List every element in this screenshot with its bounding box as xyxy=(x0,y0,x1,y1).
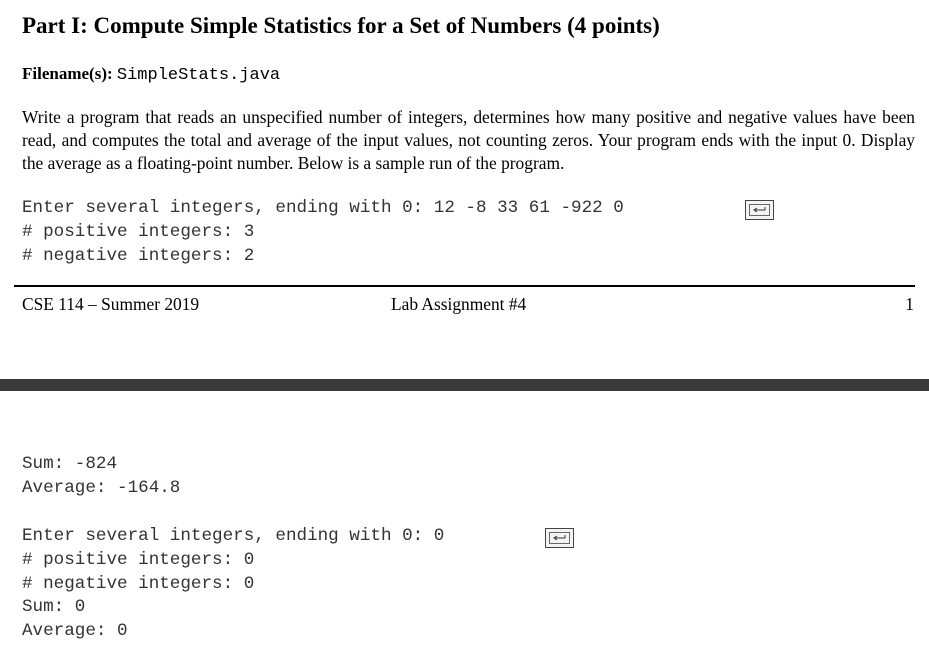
enter-key-icon xyxy=(745,200,774,220)
sample-run-2-negative: # negative integers: 0 xyxy=(22,574,255,594)
sample-run-2-sum: Sum: 0 xyxy=(22,597,86,617)
filename-label: Filename(s): xyxy=(22,64,113,83)
filename-line xyxy=(22,64,280,85)
sample-run-1-negative: # negative integers: 2 xyxy=(22,246,255,266)
filename-value: SimpleStats.java xyxy=(116,66,281,85)
sample-run-2-positive: # positive integers: 0 xyxy=(22,550,255,570)
footer-assignment: Lab Assignment #4 xyxy=(391,294,527,314)
sample-run-2-average: Average: 0 xyxy=(22,621,128,641)
sample-run-1-prompt: Enter several integers, ending with 0: 12 -8 33 61 -922 0 xyxy=(22,198,624,218)
sample-run-1-positive: # positive integers: 3 xyxy=(22,222,255,242)
section-title: Part I: Compute Simple Statistics for a Set of Numbers (4 points) xyxy=(22,13,660,38)
sample-run-2-prompt: Enter several integers, ending with 0: 0 xyxy=(22,526,445,546)
assignment-description: Write a program that reads an unspecified number of integers, determines how many positive and negative values have been read, and computes the total and average of the input values, not counting zeros. Your program ends with the input 0. Display the average as a floating-point number. Below is a sample run of the program. xyxy=(22,107,915,173)
footer-course: CSE 114 – Summer 2019 xyxy=(22,294,200,314)
sample-run-1-average: Average: -164.8 xyxy=(22,478,181,498)
page-break xyxy=(0,379,929,391)
footer-page-number: 1 xyxy=(905,294,914,314)
footer-rule xyxy=(14,285,915,287)
enter-key-icon xyxy=(545,528,574,548)
sample-run-1-sum: Sum: -824 xyxy=(22,454,118,474)
